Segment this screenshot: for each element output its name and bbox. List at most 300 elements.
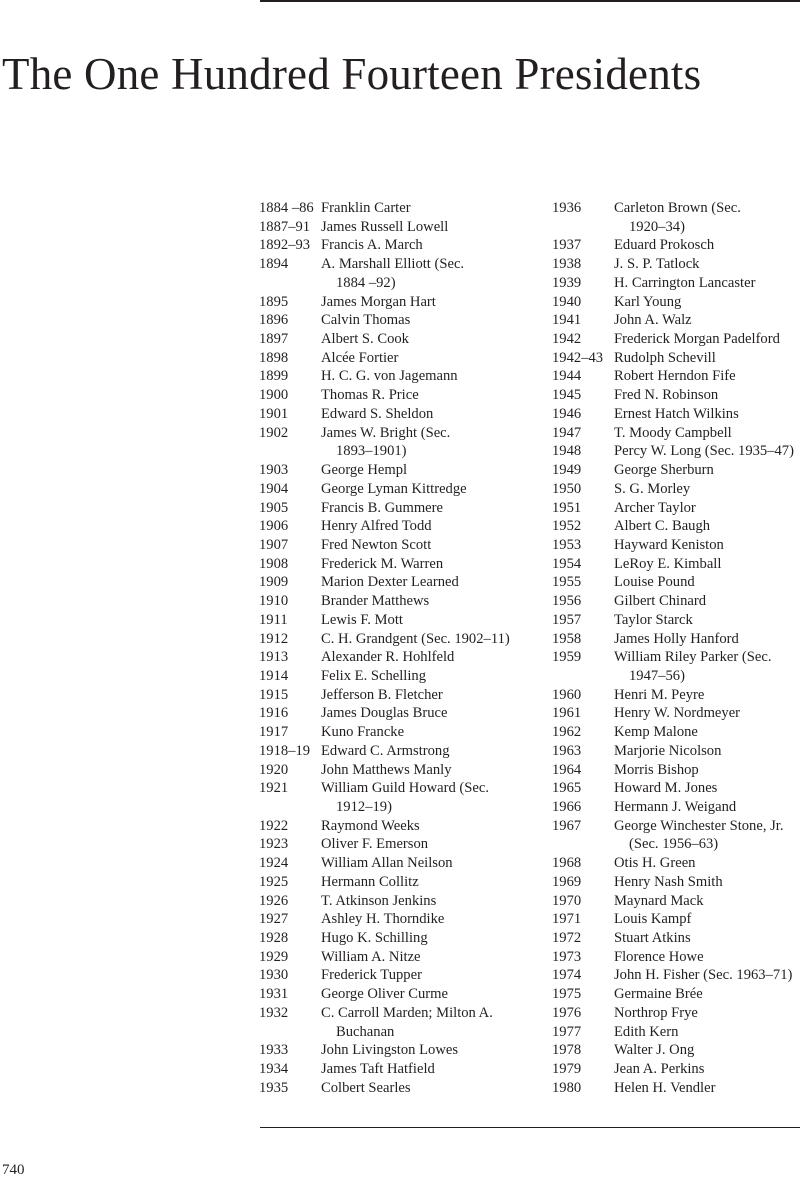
president-name: A. Marshall Elliott (Sec.: [321, 256, 465, 273]
president-name: Colbert Searles: [321, 1079, 411, 1096]
president-entry: [552, 985, 800, 1004]
president-entry: [259, 1079, 539, 1098]
president-name-continuation: 1920–34): [629, 218, 685, 235]
president-entry: [259, 330, 539, 349]
president-name-block: [321, 499, 539, 518]
president-name-block: [321, 536, 539, 555]
term-years: 1923: [259, 836, 289, 853]
president-name-block: [321, 723, 539, 742]
president-name-block: [614, 536, 800, 555]
term-years: 1915: [259, 686, 289, 703]
presidents-list-right: [552, 199, 800, 1098]
president-name-continuation: 1884 –92): [336, 274, 396, 291]
term-years: 1960: [552, 686, 582, 703]
term-years: 1939: [552, 274, 582, 291]
president-name-block: [321, 835, 539, 854]
president-name: James Holly Hanford: [614, 630, 739, 647]
president-entry: [259, 686, 539, 705]
president-name-block: [614, 405, 800, 424]
president-entry: [259, 929, 539, 948]
president-name: H. Carrington Lancaster: [614, 274, 756, 291]
president-name-block: [321, 199, 539, 218]
term-years: 1910: [259, 593, 289, 610]
president-name-block: [321, 573, 539, 592]
term-years: 1980: [552, 1079, 582, 1096]
president-name-block: [321, 236, 539, 255]
president-name: S. G. Morley: [614, 480, 691, 497]
president-name: William Allan Neilson: [321, 855, 453, 872]
president-name-block: [614, 255, 800, 274]
president-entry: [552, 1041, 800, 1060]
president-name-block: [614, 517, 800, 536]
president-name-continuation: 1893–1901): [336, 443, 407, 460]
president-name: Francis A. March: [321, 237, 423, 254]
president-name: Percy W. Long (Sec. 1935–47): [614, 443, 794, 460]
president-entry: [552, 611, 800, 630]
president-name-block: [321, 461, 539, 480]
term-years: 1927: [259, 911, 289, 928]
term-years: 1934: [259, 1061, 289, 1078]
term-years: 1958: [552, 630, 582, 647]
president-entry: [259, 255, 539, 292]
president-entry: [259, 723, 539, 742]
president-entry: [552, 854, 800, 873]
term-years: 1945: [552, 387, 582, 404]
president-name-block: [321, 592, 539, 611]
president-entry: [259, 405, 539, 424]
president-name-block: [614, 1060, 800, 1079]
president-name: John Livingston Lowes: [321, 1042, 459, 1059]
president-name-block: [614, 1079, 800, 1098]
term-years: 1935: [259, 1079, 289, 1096]
president-name-block: [614, 929, 800, 948]
president-name: Hermann J. Weigand: [614, 799, 737, 815]
president-name-block: [321, 817, 539, 836]
president-entry: [259, 966, 539, 985]
president-name-block: [614, 386, 800, 405]
president-name: Ashley H. Thorndike: [321, 911, 445, 928]
term-years: 1942: [552, 331, 582, 348]
president-name: Frederick Tupper: [321, 967, 422, 984]
president-name-block: [321, 742, 539, 761]
president-name: George Winchester Stone, Jr.: [614, 817, 784, 834]
president-name-block: [614, 742, 800, 761]
president-name-block: [614, 910, 800, 929]
president-name-block: [614, 573, 800, 592]
president-name-block: [321, 1079, 539, 1098]
president-name-block: [321, 218, 539, 237]
president-entry: [259, 704, 539, 723]
president-name: Edith Kern: [614, 1023, 679, 1040]
term-years: 1902: [259, 424, 289, 441]
president-name-block: [321, 966, 539, 985]
president-name-block: [614, 592, 800, 611]
president-entry: [259, 742, 539, 761]
president-entry: [552, 704, 800, 723]
president-entry: [552, 555, 800, 574]
president-name-block: [321, 1060, 539, 1079]
president-name-block: [614, 648, 800, 685]
president-name-block: [614, 461, 800, 480]
term-years: 1951: [552, 499, 582, 516]
president-name-block: [321, 555, 539, 574]
presidents-list-left: [259, 199, 539, 1098]
term-years: 1921: [259, 780, 289, 797]
president-entry: [552, 293, 800, 312]
president-name-block: [614, 293, 800, 312]
president-name: J. S. P. Tatlock: [614, 256, 700, 273]
president-entry: [552, 461, 800, 480]
president-name-block: [614, 817, 800, 854]
president-name-block: [321, 255, 539, 292]
president-name-block: [614, 367, 800, 386]
term-years: 1904: [259, 480, 289, 497]
term-years: 1913: [259, 649, 289, 666]
president-name-block: [321, 648, 539, 667]
president-name: H. C. G. von Jagemann: [321, 368, 458, 385]
president-entry: [552, 536, 800, 555]
president-entry: [259, 424, 539, 461]
president-name-block: [321, 686, 539, 705]
president-entry: [552, 761, 800, 780]
term-years: 1898: [259, 349, 289, 366]
term-years: 1954: [552, 555, 582, 572]
president-name-block: [321, 349, 539, 368]
president-name: Albert C. Baugh: [614, 518, 711, 535]
president-name: Fred Newton Scott: [321, 536, 432, 553]
president-entry: [259, 480, 539, 499]
president-name-continuation: 1947–56): [629, 667, 685, 684]
president-name-block: [321, 630, 539, 649]
president-name-block: [321, 611, 539, 630]
president-name: Albert S. Cook: [321, 331, 409, 348]
president-name-block: [321, 367, 539, 386]
president-entry: [552, 817, 800, 854]
president-name: C. Carroll Marden; Milton A.: [321, 1004, 493, 1021]
president-name-block: [614, 1041, 800, 1060]
president-entry: [259, 648, 539, 667]
president-name: Francis B. Gummere: [321, 499, 443, 516]
president-name: C. H. Grandgent (Sec. 1902–11): [321, 630, 510, 647]
term-years: 1950: [552, 480, 582, 497]
president-entry: [552, 723, 800, 742]
president-entry: [259, 367, 539, 386]
president-entry: [552, 648, 800, 685]
president-name-block: [614, 424, 800, 443]
president-name: James Morgan Hart: [321, 293, 436, 310]
term-years: 1972: [552, 930, 582, 947]
president-entry: [552, 742, 800, 761]
president-name: Felix E. Schelling: [321, 667, 426, 684]
term-years: 1916: [259, 705, 289, 722]
term-years: 1952: [552, 518, 582, 535]
president-entry: [259, 630, 539, 649]
president-name: Otis H. Green: [614, 855, 696, 872]
term-years: 1946: [552, 405, 582, 422]
president-name-block: [321, 424, 539, 461]
term-years: 1928: [259, 930, 289, 947]
president-name: James Russell Lowell: [321, 218, 449, 235]
president-name: George Oliver Curme: [321, 986, 448, 1003]
president-name: Oliver F. Emerson: [321, 836, 429, 853]
president-name: Walter J. Ong: [614, 1042, 695, 1059]
term-years: 1947: [552, 424, 582, 441]
president-name-block: [321, 517, 539, 536]
term-years: 1979: [552, 1061, 582, 1078]
president-entry: [552, 592, 800, 611]
president-name-block: [614, 761, 800, 780]
president-entry: [552, 1060, 800, 1079]
president-name: Henri M. Peyre: [614, 686, 705, 703]
term-years: 1961: [552, 705, 582, 722]
president-name: Franklin Carter: [321, 200, 411, 216]
president-name-block: [614, 611, 800, 630]
term-years: 1906: [259, 518, 289, 535]
term-years: 1926: [259, 892, 289, 909]
president-entry: [259, 1041, 539, 1060]
president-entry: [259, 236, 539, 255]
term-years: 1974: [552, 967, 582, 984]
president-entry: [552, 779, 800, 798]
bottom-rule: [260, 1127, 800, 1128]
president-name: George Hempl: [321, 462, 408, 479]
president-entry: [259, 199, 539, 218]
president-entry: [552, 349, 800, 368]
term-years: 1965: [552, 780, 582, 797]
term-years: 1948: [552, 443, 582, 460]
term-years: 1901: [259, 405, 289, 422]
president-name: Kuno Francke: [321, 724, 405, 741]
president-name: Alexander R. Hohlfeld: [321, 649, 455, 666]
president-entry: [552, 929, 800, 948]
president-name: William A. Nitze: [321, 948, 421, 965]
president-entry: [259, 555, 539, 574]
term-years: 1911: [259, 611, 288, 628]
term-years: 1930: [259, 967, 289, 984]
president-name-block: [614, 704, 800, 723]
president-entry: [552, 236, 800, 255]
term-years: 1959: [552, 649, 582, 666]
president-name: Jean A. Perkins: [614, 1061, 705, 1078]
president-name-block: [321, 854, 539, 873]
top-rule: [260, 0, 800, 2]
president-entry: [552, 948, 800, 967]
president-entry: [259, 1060, 539, 1079]
page-title: The One Hundred Fourteen Presidents: [2, 49, 702, 99]
president-name: Karl Young: [614, 293, 682, 310]
term-years: 1896: [259, 312, 289, 329]
president-name: William Riley Parker (Sec.: [614, 649, 772, 666]
president-name-continuation: (Sec. 1956–63): [629, 836, 719, 853]
term-years: 1971: [552, 911, 582, 928]
president-entry: [552, 1004, 800, 1023]
president-name-block: [321, 761, 539, 780]
term-years: 1908: [259, 555, 289, 572]
president-name-block: [321, 985, 539, 1004]
president-name-block: [614, 966, 800, 985]
term-years: 1884 –86: [259, 200, 314, 216]
president-entry: [259, 349, 539, 368]
president-entry: [259, 293, 539, 312]
president-name: Helen H. Vendler: [614, 1079, 716, 1096]
term-years: 1976: [552, 1004, 582, 1021]
term-years: 1912: [259, 630, 289, 647]
president-name: LeRoy E. Kimball: [614, 555, 722, 572]
term-years: 1944: [552, 368, 582, 385]
president-name-block: [321, 330, 539, 349]
term-years: 1978: [552, 1042, 582, 1059]
president-name-block: [321, 704, 539, 723]
president-name-block: [614, 311, 800, 330]
president-entry: [259, 948, 539, 967]
president-name: John A. Walz: [614, 312, 692, 329]
term-years: 1887–91: [259, 218, 311, 235]
president-name: James Douglas Bruce: [321, 705, 448, 722]
president-name-block: [321, 405, 539, 424]
president-name: Louise Pound: [614, 574, 695, 591]
term-years: 1931: [259, 986, 289, 1003]
president-name: Kemp Malone: [614, 724, 698, 741]
president-name: Germaine Brée: [614, 986, 703, 1003]
term-years: 1956: [552, 593, 582, 610]
president-name-block: [614, 948, 800, 967]
president-name: Brander Matthews: [321, 593, 430, 610]
term-years: 1922: [259, 817, 289, 834]
president-entry: [552, 1079, 800, 1098]
term-years: 1924: [259, 855, 289, 872]
president-entry: [259, 667, 539, 686]
president-entry: [259, 517, 539, 536]
president-entry: [259, 985, 539, 1004]
president-name-block: [614, 349, 800, 368]
president-entry: [552, 1023, 800, 1042]
president-name-block: [614, 442, 800, 461]
president-entry: [259, 311, 539, 330]
president-name: Alcée Fortier: [321, 349, 399, 366]
term-years: 1953: [552, 536, 582, 553]
president-entry: [552, 405, 800, 424]
term-years: 1936: [552, 200, 582, 216]
president-name-block: [321, 667, 539, 686]
president-name-block: [321, 892, 539, 911]
president-entry: [259, 1004, 539, 1041]
term-years: 1907: [259, 536, 289, 553]
term-years: 1955: [552, 574, 582, 591]
president-name: James Taft Hatfield: [321, 1061, 435, 1078]
president-entry: [552, 386, 800, 405]
president-name-block: [614, 199, 800, 236]
president-name-block: [321, 1004, 539, 1041]
president-name-block: [614, 630, 800, 649]
term-years: 1942–43: [552, 349, 604, 366]
president-name: John H. Fisher (Sec. 1963–71): [614, 967, 793, 984]
president-name: John Matthews Manly: [321, 761, 452, 778]
president-name-block: [614, 480, 800, 499]
president-entry: [259, 461, 539, 480]
term-years: 1914: [259, 667, 289, 684]
president-entry: [552, 442, 800, 461]
president-name-block: [321, 873, 539, 892]
president-name: Eduard Prokosch: [614, 237, 715, 254]
term-years: 1977: [552, 1023, 582, 1040]
president-name: Louis Kampf: [614, 911, 692, 928]
president-name-block: [614, 555, 800, 574]
president-entry: [259, 910, 539, 929]
term-years: 1905: [259, 499, 289, 516]
president-entry: [259, 611, 539, 630]
president-name: Fred N. Robinson: [614, 387, 719, 404]
term-years: 1909: [259, 574, 289, 591]
term-years: 1966: [552, 799, 582, 815]
president-entry: [259, 835, 539, 854]
president-name: Marjorie Nicolson: [614, 742, 722, 759]
term-years: 1918–19: [259, 742, 311, 759]
president-name-block: [614, 274, 800, 293]
president-name: Hayward Keniston: [614, 536, 724, 553]
president-name: Frederick Morgan Padelford: [614, 331, 780, 348]
president-entry: [552, 367, 800, 386]
term-years: 1957: [552, 611, 582, 628]
president-entry: [552, 686, 800, 705]
president-entry: [552, 630, 800, 649]
president-entry: [259, 218, 539, 237]
president-name-block: [614, 873, 800, 892]
president-entry: [552, 517, 800, 536]
president-name-block: [321, 948, 539, 967]
president-name-block: [614, 499, 800, 518]
term-years: 1949: [552, 462, 582, 479]
president-name: Henry Nash Smith: [614, 873, 723, 890]
president-name-continuation: 1912–19): [336, 799, 392, 815]
president-entry: [259, 779, 539, 816]
president-entry: [259, 573, 539, 592]
term-years: 1925: [259, 873, 289, 890]
president-name-block: [321, 293, 539, 312]
president-name: Edward C. Armstrong: [321, 742, 450, 759]
president-name: Edward S. Sheldon: [321, 405, 434, 422]
term-years: 1933: [259, 1042, 289, 1059]
term-years: 1903: [259, 462, 289, 479]
term-years: 1920: [259, 761, 289, 778]
term-years: 1973: [552, 948, 582, 965]
president-name: Calvin Thomas: [321, 312, 411, 329]
president-entry: [552, 966, 800, 985]
president-entry: [552, 424, 800, 443]
term-years: 1963: [552, 742, 582, 759]
president-name: Henry W. Nordmeyer: [614, 705, 741, 722]
term-years: 1932: [259, 1004, 289, 1021]
president-name: Lewis F. Mott: [321, 611, 403, 628]
president-name: George Sherburn: [614, 462, 714, 479]
president-entry: [552, 798, 800, 817]
term-years: 1969: [552, 873, 582, 890]
president-name: Gilbert Chinard: [614, 593, 707, 610]
president-entry: [552, 499, 800, 518]
president-name: Robert Herndon Fife: [614, 368, 736, 385]
president-name: Henry Alfred Todd: [321, 518, 432, 535]
president-name: Thomas R. Price: [321, 387, 419, 404]
president-entry: [259, 854, 539, 873]
president-name: Raymond Weeks: [321, 817, 420, 834]
term-years: 1900: [259, 387, 289, 404]
president-name: James W. Bright (Sec.: [321, 424, 451, 441]
term-years: 1964: [552, 761, 582, 778]
president-name: Marion Dexter Learned: [321, 574, 459, 591]
president-name-block: [321, 929, 539, 948]
president-name-block: [321, 311, 539, 330]
president-entry: [552, 873, 800, 892]
president-entry: [259, 873, 539, 892]
